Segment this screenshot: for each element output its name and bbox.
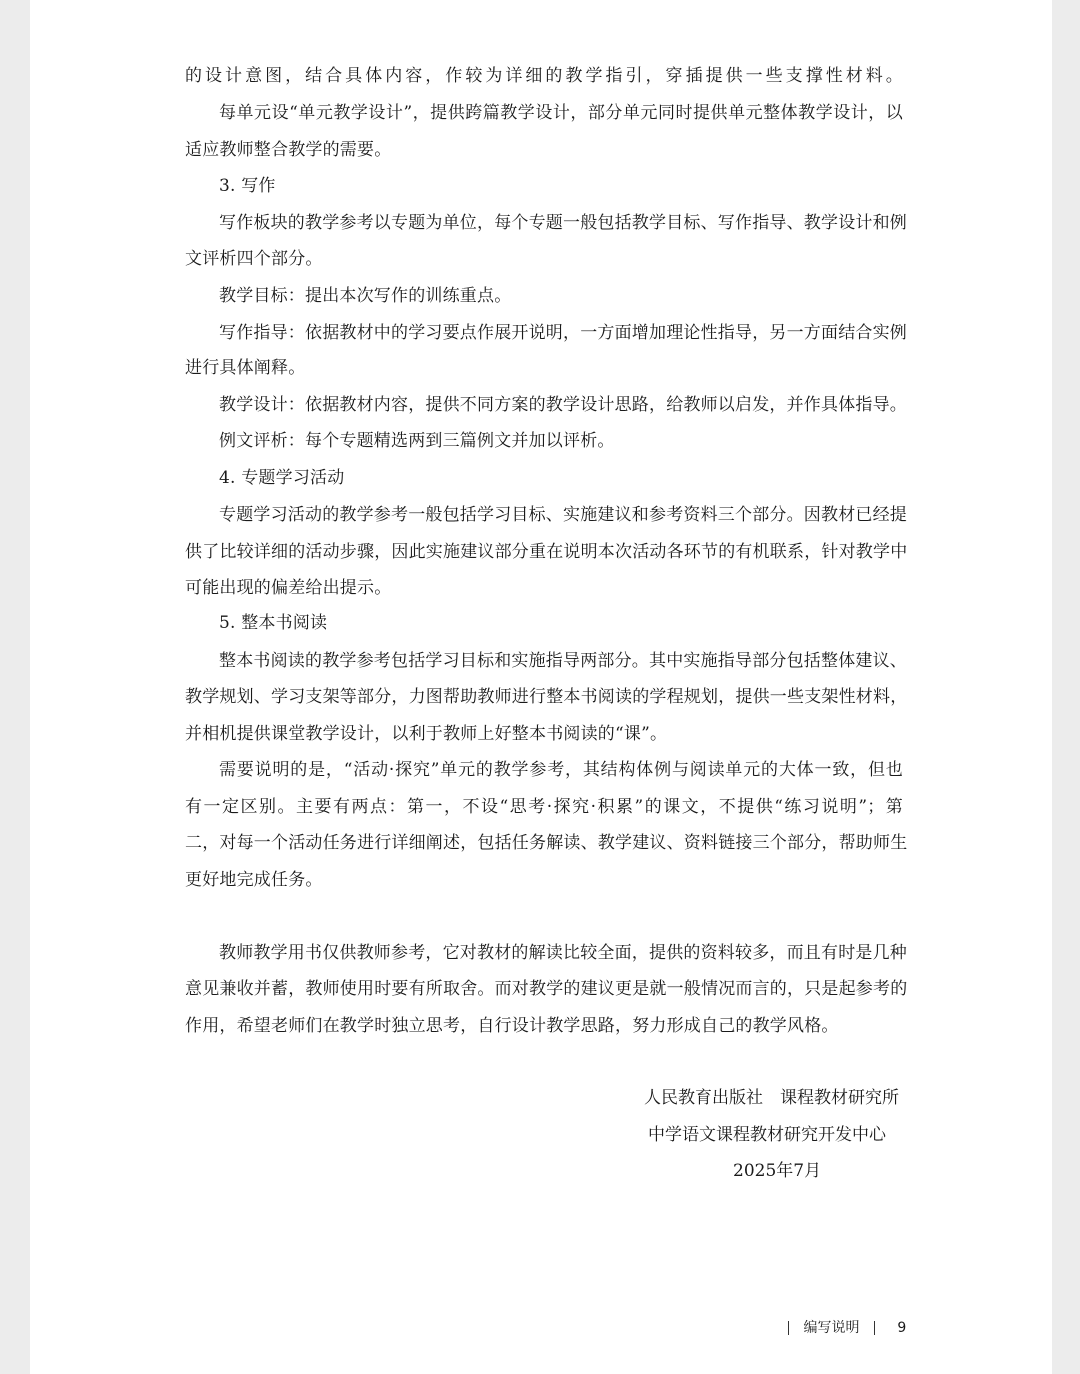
paragraph-line: 适应教师整合教学的需要。 <box>185 140 392 160</box>
signature-center: 中学语文课程教材研究开发中心 <box>648 1125 886 1145</box>
paragraph-line: 有一定区别。主要有两点：第一，不设“思考·探究·积累”的课文，不提供“练习说明”；第 <box>185 797 903 817</box>
paragraph-line: 例文评析：每个专题精选两到三篇例文并加以评析。 <box>219 431 615 451</box>
paragraph-line: 的设计意图，结合具体内容，作较为详细的教学指引，穿插提供一些支撑性材料。 <box>185 66 903 86</box>
paragraph-line: 写作板块的教学参考以专题为单位，每个专题一般包括教学目标、写作指导、教学设计和例 <box>219 213 907 233</box>
paragraph-line: 进行具体阐释。 <box>185 358 306 378</box>
paragraph-line: 教学目标：提出本次写作的训练重点。 <box>219 286 512 306</box>
paragraph-line: 供了比较详细的活动步骤，因此实施建议部分重在说明本次活动各环节的有机联系，针对教学中 <box>185 542 908 562</box>
paragraph-line: 更好地完成任务。 <box>185 870 323 890</box>
footer-divider <box>788 1321 789 1335</box>
paragraph-line: 教师教学用书仅供教师参考，它对教材的解读比较全面，提供的资料较多，而且有时是几种 <box>219 943 907 963</box>
left-margin <box>0 0 30 1374</box>
paragraph-line: 教学设计：依据教材内容，提供不同方案的教学设计思路，给教师以启发，并作具体指导。 <box>219 395 907 415</box>
paragraph-line: 整本书阅读的教学参考包括学习目标和实施指导两部分。其中实施指导部分包括整体建议、 <box>219 651 907 671</box>
page-footer <box>788 1318 906 1338</box>
signature-date: 2025年7月 <box>733 1161 822 1181</box>
paragraph-line: 文评析四个部分。 <box>185 249 323 269</box>
right-margin <box>1052 0 1080 1374</box>
footer-divider <box>874 1321 875 1335</box>
paragraph-line: 作用，希望老师们在教学时独立思考，自行设计教学思路，努力形成自己的教学风格。 <box>185 1016 839 1036</box>
paragraph-line: 可能出现的偏差给出提示。 <box>185 578 392 598</box>
paragraph-line: 二，对每一个活动任务进行详细阐述，包括任务解读、教学建议、资料链接三个部分，帮助师生 <box>185 833 908 853</box>
signature-publisher: 人民教育出版社 课程教材研究所 <box>644 1088 899 1108</box>
paragraph-line: 并相机提供课堂教学设计，以利于教师上好整本书阅读的“课”。 <box>185 724 668 744</box>
paragraph-line: 写作指导：依据教材中的学习要点作展开说明，一方面增加理论性指导，另一方面结合实例 <box>219 323 907 343</box>
paragraph-line: 需要说明的是，“活动·探究”单元的教学参考，其结构体例与阅读单元的大体一致，但也 <box>219 760 903 780</box>
paragraph-line: 教学规划、学习支架等部分，力图帮助教师进行整本书阅读的学程规划，提供一些支架性材料， <box>185 687 908 707</box>
document-page <box>30 0 1052 1374</box>
footer-section-title: 编写说明 <box>803 1320 860 1336</box>
section-heading-writing: 3. 写作 <box>219 176 276 196</box>
paragraph-line: 专题学习活动的教学参考一般包括学习目标、实施建议和参考资料三个部分。因教材已经提 <box>219 505 907 525</box>
paragraph-line: 意见兼收并蓄，教师使用时要有所取舍。而对教学的建议更是就一般情况而言的，只是起参考的 <box>185 979 908 999</box>
section-heading-whole-book: 5. 整本书阅读 <box>219 613 328 633</box>
paragraph-line: 每单元设“单元教学设计”，提供跨篇教学设计，部分单元同时提供单元整体教学设计，以 <box>219 103 903 123</box>
section-heading-activities: 4. 专题学习活动 <box>219 468 345 488</box>
page-number: 9 <box>897 1320 907 1336</box>
